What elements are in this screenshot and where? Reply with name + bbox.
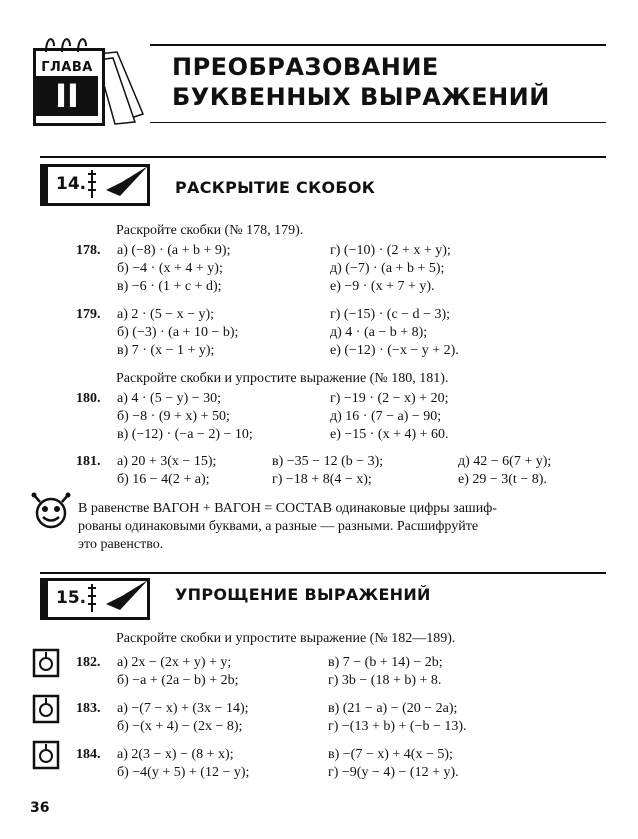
- puzzle-line-1: В равенстве ВАГОН + ВАГОН = СОСТАВ одинаковые цифры зашиф-: [78, 501, 497, 516]
- exercise-178-d: д) (−7) · (a + b + 5);: [330, 261, 445, 276]
- exercise-181-e: е) 29 − 3(t − 8).: [458, 472, 547, 487]
- section15-title: УПРОЩЕНИЕ ВЫРАЖЕНИЙ: [175, 585, 431, 604]
- binder-rings-icon: [40, 34, 100, 54]
- exercise-181-b: б) 16 − 4(2 + a);: [117, 472, 210, 487]
- exercise-179-e: е) (−12) · (−x − y + 2).: [330, 343, 459, 358]
- exercise-184-b: б) −4(y + 5) + (12 − y);: [117, 765, 250, 780]
- exercise-178-a: а) (−8) · (a + b + 9);: [117, 243, 231, 258]
- exercise-180-g: г) −19 · (2 − x) + 20;: [330, 391, 449, 406]
- exercise-181-d: д) 42 − 6(7 + y);: [458, 454, 552, 469]
- chapter-number: II: [36, 76, 98, 116]
- stopwatch-icon: [32, 648, 60, 678]
- section14-badge-spine: [40, 164, 48, 206]
- exercise-184-a: а) 2(3 − x) − (8 + x);: [117, 747, 234, 762]
- exercise-182-b: б) −a + (2a − b) + 2b;: [117, 673, 239, 688]
- exercise-178-b: б) −4 · (x + 4 + y);: [117, 261, 223, 276]
- page-number: 36: [30, 800, 50, 816]
- exercise-178-g: г) (−10) · (2 + x + y);: [330, 243, 451, 258]
- exercise-182-g: г) 3b − (18 + b) + 8.: [328, 673, 442, 688]
- section15-badge-spine: [40, 578, 48, 620]
- exercise-181-a: а) 20 + 3(x − 15);: [117, 454, 217, 469]
- section14-title: РАСКРЫТИЕ СКОБОК: [175, 178, 376, 197]
- chapter-bottom-rule: [150, 122, 606, 123]
- exercise-180-b: б) −8 · (9 + x) + 50;: [117, 409, 230, 424]
- exercise-181-number: 181.: [76, 454, 101, 469]
- puzzle-line-2: рованы одинаковыми буквами, а разные — разными. Расшифруйте: [78, 519, 479, 534]
- chapter-label: ГЛАВА: [41, 60, 93, 75]
- section15-number: 15.: [56, 588, 87, 608]
- puzzle-line-3: это равенство.: [78, 537, 164, 552]
- exercise-179-d: д) 4 · (a − b + 8);: [330, 325, 428, 340]
- exercise-183-g: г) −(13 + b) + (−b − 13).: [328, 719, 467, 734]
- exercise-183-a: а) −(7 − x) + (3x − 14);: [117, 701, 249, 716]
- smiley-puzzle-icon: [30, 492, 72, 530]
- exercise-181-g: г) −18 + 8(4 − x);: [272, 472, 372, 487]
- section14-intro2: Раскройте скобки и упростите выражение (№ 180, 181).: [116, 371, 449, 386]
- exercise-178-number: 178.: [76, 243, 101, 258]
- exercise-184-number: 184.: [76, 747, 101, 762]
- exercise-178-v: в) −6 · (1 + c + d);: [117, 279, 222, 294]
- section14-rule: [40, 156, 606, 158]
- chapter-title-line2: БУКВЕННЫХ ВЫРАЖЕНИЙ: [172, 83, 550, 111]
- pencil-check-icon: [86, 578, 152, 618]
- exercise-179-number: 179.: [76, 307, 101, 322]
- exercise-180-e: е) −15 · (x + 4) + 60.: [330, 427, 449, 442]
- exercise-182-a: а) 2x − (2x + y) + y;: [117, 655, 232, 670]
- chapter-top-rule: [150, 44, 606, 46]
- chapter-title-line1: ПРЕОБРАЗОВАНИЕ: [172, 53, 439, 81]
- exercise-181-v: в) −35 − 12 (b − 3);: [272, 454, 384, 469]
- exercise-179-b: б) (−3) · (a + 10 − b);: [117, 325, 239, 340]
- exercise-182-v: в) 7 − (b + 14) − 2b;: [328, 655, 443, 670]
- exercise-178-e: е) −9 · (x + 7 + y).: [330, 279, 435, 294]
- exercise-180-v: в) (−12) · (−a − 2) − 10;: [117, 427, 253, 442]
- exercise-184-v: в) −(7 − x) + 4(x − 5);: [328, 747, 453, 762]
- exercise-180-number: 180.: [76, 391, 101, 406]
- section14-number: 14.: [56, 174, 87, 194]
- stopwatch-icon: [32, 740, 60, 770]
- exercise-182-number: 182.: [76, 655, 101, 670]
- pencil-check-icon: [86, 164, 152, 204]
- exercise-183-v: в) (21 − a) − (20 − 2a);: [328, 701, 458, 716]
- chapter-title: [172, 52, 550, 112]
- exercise-179-g: г) (−15) · (c − d − 3);: [330, 307, 451, 322]
- exercise-180-a: а) 4 · (5 − y) − 30;: [117, 391, 222, 406]
- exercise-183-b: б) −(x + 4) − (2x − 8);: [117, 719, 243, 734]
- exercise-179-a: а) 2 · (5 − x − y);: [117, 307, 215, 322]
- exercise-183-number: 183.: [76, 701, 101, 716]
- exercise-180-d: д) 16 · (7 − a) − 90;: [330, 409, 442, 424]
- exercise-179-v: в) 7 · (x − 1 + y);: [117, 343, 215, 358]
- stopwatch-icon: [32, 694, 60, 724]
- exercise-184-g: г) −9(y − 4) − (12 + y).: [328, 765, 459, 780]
- section15-intro: Раскройте скобки и упростите выражение (№ 182—189).: [116, 631, 456, 646]
- section15-rule: [40, 572, 606, 574]
- section14-intro1: Раскройте скобки (№ 178, 179).: [116, 223, 304, 238]
